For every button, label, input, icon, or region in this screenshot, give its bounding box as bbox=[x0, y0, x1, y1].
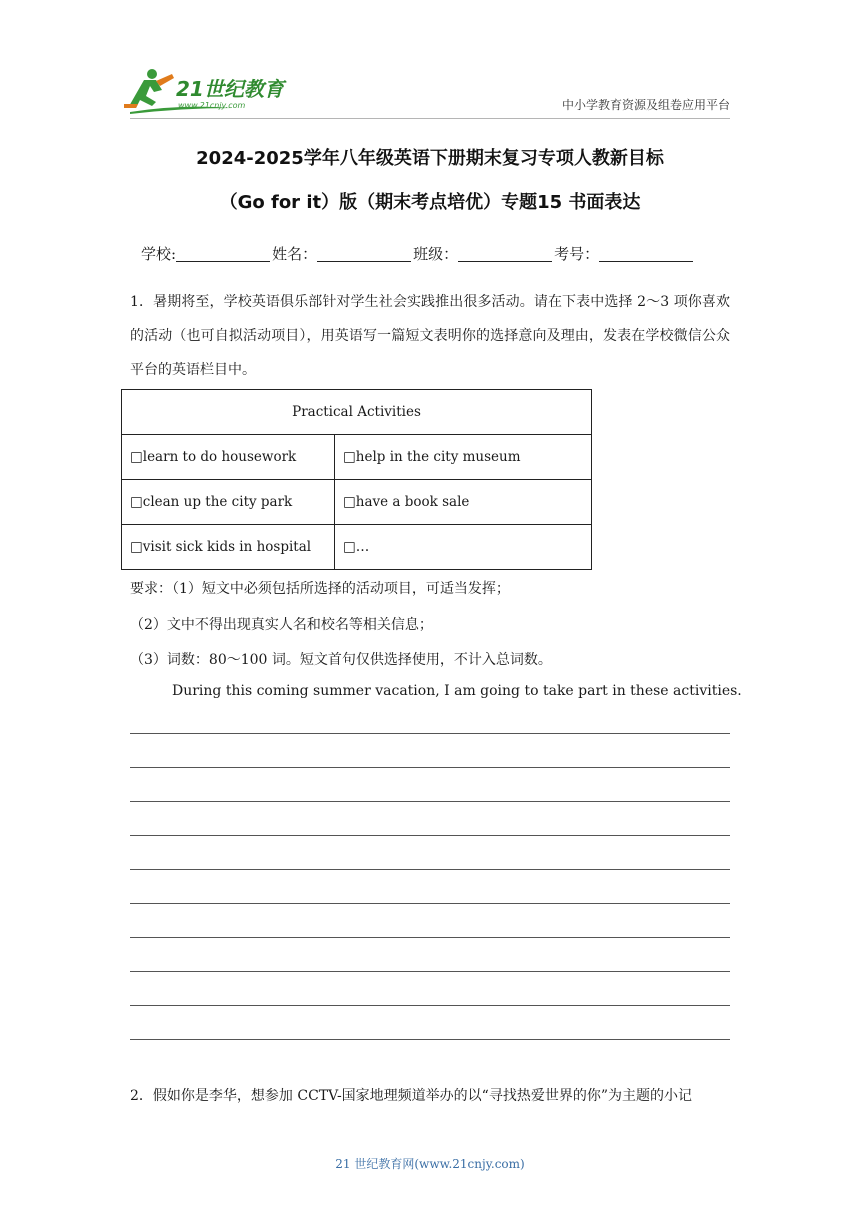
activities-table bbox=[121, 389, 592, 570]
activity-option[interactable]: □learn to do housework bbox=[122, 435, 335, 480]
requirement-1: 要求：（1）短文中必须包括所选择的活动项目，可适当发挥； bbox=[130, 581, 510, 597]
class-label: 班级： bbox=[413, 245, 459, 263]
question-1-prompt: 1．暑期将至，学校英语俱乐部针对学生社会实践推出很多活动。请在下表中选择 2～3 项你喜欢的活动（也可自拟活动项目），用英语写一篇短文表明你的选择意向及理由，发表在学校微信公众平台的英语栏目中。 bbox=[130, 294, 730, 378]
activity-option[interactable]: □… bbox=[335, 525, 592, 570]
question-2-prompt: 2．假如你是李华，想参加 CCTV-国家地理频道举办的以“寻找热爱世界的你”为主题的小记 bbox=[130, 1088, 692, 1104]
requirement-2: （2）文中不得出现真实人名和校名等相关信息； bbox=[130, 617, 433, 633]
exam-number-blank[interactable] bbox=[599, 245, 693, 262]
table-row bbox=[122, 525, 592, 570]
requirement-3: （3）词数：80～100 词。短文首句仅供选择使用，不计入总词数。 bbox=[130, 652, 552, 668]
page-title-line1: 2024-2025学年八年级英语下册期末复习专项人教新目标 bbox=[196, 148, 664, 169]
student-info-row bbox=[141, 243, 695, 264]
platform-name: 中小学教育资源及组卷应用平台 bbox=[561, 98, 730, 112]
logo-url: www.21cnjy.com bbox=[178, 101, 246, 110]
answer-line[interactable] bbox=[130, 971, 730, 972]
answer-line[interactable] bbox=[130, 767, 730, 768]
page-title-line2: （Go for it）版（期末考点培优）专题15 书面表达 bbox=[219, 192, 641, 213]
activity-option[interactable]: □visit sick kids in hospital bbox=[122, 525, 335, 570]
table-row bbox=[122, 435, 592, 480]
header-divider bbox=[130, 118, 730, 119]
table-row bbox=[122, 480, 592, 525]
school-blank[interactable] bbox=[176, 245, 270, 262]
logo bbox=[122, 68, 290, 114]
answer-line[interactable] bbox=[130, 801, 730, 802]
class-blank[interactable] bbox=[458, 245, 552, 262]
school-label: 学校: bbox=[141, 245, 177, 263]
logo-text: 21世纪教育 bbox=[176, 77, 284, 101]
opening-sentence: During this coming summer vacation, I am going to take part in these activities. bbox=[172, 683, 742, 699]
answer-line[interactable] bbox=[130, 1039, 730, 1040]
runner-logo-icon bbox=[122, 68, 290, 114]
activity-option[interactable]: □help in the city museum bbox=[335, 435, 592, 480]
answer-line[interactable] bbox=[130, 1005, 730, 1006]
answer-line[interactable] bbox=[130, 903, 730, 904]
answer-line[interactable] bbox=[130, 937, 730, 938]
activities-table-header: Practical Activities bbox=[122, 390, 592, 435]
answer-line[interactable] bbox=[130, 869, 730, 870]
activity-option[interactable]: □have a book sale bbox=[335, 480, 592, 525]
name-label: 姓名： bbox=[272, 245, 318, 263]
answer-line[interactable] bbox=[130, 835, 730, 836]
name-blank[interactable] bbox=[317, 245, 411, 262]
activity-option[interactable]: □clean up the city park bbox=[122, 480, 335, 525]
answer-line[interactable] bbox=[130, 733, 730, 734]
footer-link[interactable]: 21 世纪教育网(www.21cnjy.com) bbox=[335, 1157, 525, 1171]
exam-number-label: 考号： bbox=[554, 245, 600, 263]
